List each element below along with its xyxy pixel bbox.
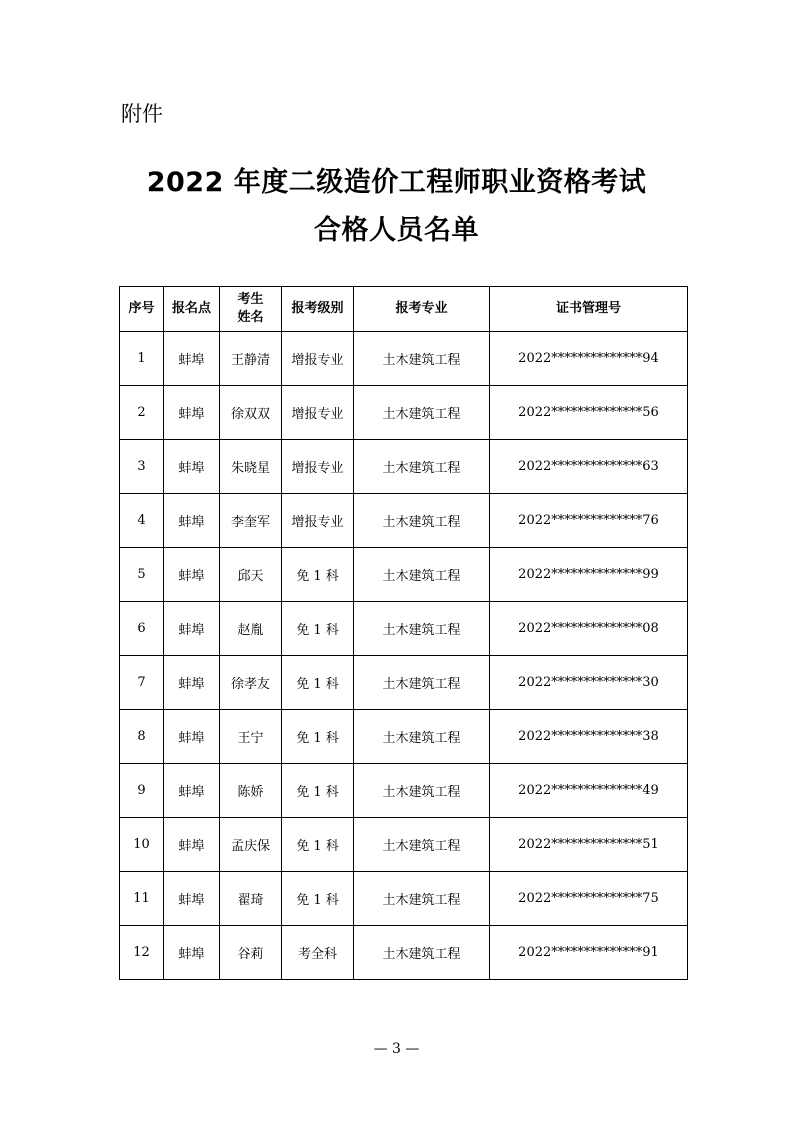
- cell-site: 蚌埠: [164, 656, 220, 710]
- cell-cert: 2022**************91: [490, 926, 688, 980]
- cell-seq: 2: [120, 386, 164, 440]
- table-row: [120, 656, 688, 710]
- table-row: [120, 818, 688, 872]
- cell-level: 增报专业: [282, 494, 354, 548]
- cell-seq: 7: [120, 656, 164, 710]
- cell-site: 蚌埠: [164, 332, 220, 386]
- cell-cert: 2022**************56: [490, 386, 688, 440]
- cell-name: 王静清: [220, 332, 282, 386]
- cell-site: 蚌埠: [164, 494, 220, 548]
- cell-name: 谷莉: [220, 926, 282, 980]
- cell-major: 土木建筑工程: [354, 710, 490, 764]
- cell-level: 考全科: [282, 926, 354, 980]
- cell-cert: 2022**************75: [490, 872, 688, 926]
- cell-seq: 3: [120, 440, 164, 494]
- cell-level: 免 1 科: [282, 818, 354, 872]
- cell-name: 朱晓星: [220, 440, 282, 494]
- table-row: [120, 710, 688, 764]
- cell-seq: 9: [120, 764, 164, 818]
- cell-seq: 8: [120, 710, 164, 764]
- cell-seq: 6: [120, 602, 164, 656]
- cell-name: 徐孝友: [220, 656, 282, 710]
- header-name: 考生 姓名: [220, 287, 282, 332]
- cell-major: 土木建筑工程: [354, 926, 490, 980]
- cell-seq: 10: [120, 818, 164, 872]
- cell-major: 土木建筑工程: [354, 386, 490, 440]
- cell-name: 王宁: [220, 710, 282, 764]
- cell-name: 陈娇: [220, 764, 282, 818]
- cell-cert: 2022**************51: [490, 818, 688, 872]
- header-site: 报名点: [164, 287, 220, 332]
- header-cert: 证书管理号: [490, 287, 688, 332]
- page-number: — 3 —: [373, 1041, 420, 1057]
- cell-major: 土木建筑工程: [354, 548, 490, 602]
- cell-name: 李奎军: [220, 494, 282, 548]
- cell-level: 免 1 科: [282, 872, 354, 926]
- cell-cert: 2022**************30: [490, 656, 688, 710]
- cell-cert: 2022**************49: [490, 764, 688, 818]
- cell-level: 免 1 科: [282, 602, 354, 656]
- document-title-line1: 2022 年度二级造价工程师职业资格考试: [146, 167, 647, 198]
- table-row: [120, 872, 688, 926]
- cell-seq: 5: [120, 548, 164, 602]
- cell-site: 蚌埠: [164, 440, 220, 494]
- cell-major: 土木建筑工程: [354, 440, 490, 494]
- cell-site: 蚌埠: [164, 818, 220, 872]
- cell-site: 蚌埠: [164, 386, 220, 440]
- cell-level: 增报专业: [282, 386, 354, 440]
- table-row: [120, 440, 688, 494]
- table-row: [120, 602, 688, 656]
- table-row: [120, 386, 688, 440]
- cell-seq: 4: [120, 494, 164, 548]
- cell-level: 免 1 科: [282, 548, 354, 602]
- header-major: 报考专业: [354, 287, 490, 332]
- cell-cert: 2022**************63: [490, 440, 688, 494]
- header-level: 报考级别: [282, 287, 354, 332]
- table-row: [120, 548, 688, 602]
- cell-level: 增报专业: [282, 440, 354, 494]
- cell-level: 免 1 科: [282, 764, 354, 818]
- cell-level: 免 1 科: [282, 710, 354, 764]
- cell-name: 孟庆保: [220, 818, 282, 872]
- cell-name: 徐双双: [220, 386, 282, 440]
- cell-cert: 2022**************38: [490, 710, 688, 764]
- cell-level: 免 1 科: [282, 656, 354, 710]
- cell-major: 土木建筑工程: [354, 764, 490, 818]
- cell-major: 土木建筑工程: [354, 872, 490, 926]
- qualified-personnel-table: [119, 286, 688, 980]
- cell-seq: 1: [120, 332, 164, 386]
- cell-cert: 2022**************76: [490, 494, 688, 548]
- cell-cert: 2022**************08: [490, 602, 688, 656]
- table-row: [120, 332, 688, 386]
- document-title-line2: 合格人员名单: [314, 215, 479, 246]
- cell-site: 蚌埠: [164, 548, 220, 602]
- cell-major: 土木建筑工程: [354, 656, 490, 710]
- cell-name: 赵胤: [220, 602, 282, 656]
- cell-site: 蚌埠: [164, 710, 220, 764]
- table-header-row: [120, 287, 688, 332]
- cell-site: 蚌埠: [164, 926, 220, 980]
- cell-site: 蚌埠: [164, 872, 220, 926]
- table-row: [120, 926, 688, 980]
- cell-name: 翟琦: [220, 872, 282, 926]
- cell-major: 土木建筑工程: [354, 332, 490, 386]
- cell-name: 邱天: [220, 548, 282, 602]
- cell-site: 蚌埠: [164, 764, 220, 818]
- cell-major: 土木建筑工程: [354, 494, 490, 548]
- cell-cert: 2022**************99: [490, 548, 688, 602]
- cell-major: 土木建筑工程: [354, 818, 490, 872]
- cell-seq: 11: [120, 872, 164, 926]
- cell-level: 增报专业: [282, 332, 354, 386]
- attachment-label: 附件: [121, 102, 163, 126]
- table-row: [120, 494, 688, 548]
- header-seq: 序号: [120, 287, 164, 332]
- cell-site: 蚌埠: [164, 602, 220, 656]
- cell-seq: 12: [120, 926, 164, 980]
- table-body: [120, 332, 688, 980]
- cell-major: 土木建筑工程: [354, 602, 490, 656]
- cell-cert: 2022**************94: [490, 332, 688, 386]
- table-row: [120, 764, 688, 818]
